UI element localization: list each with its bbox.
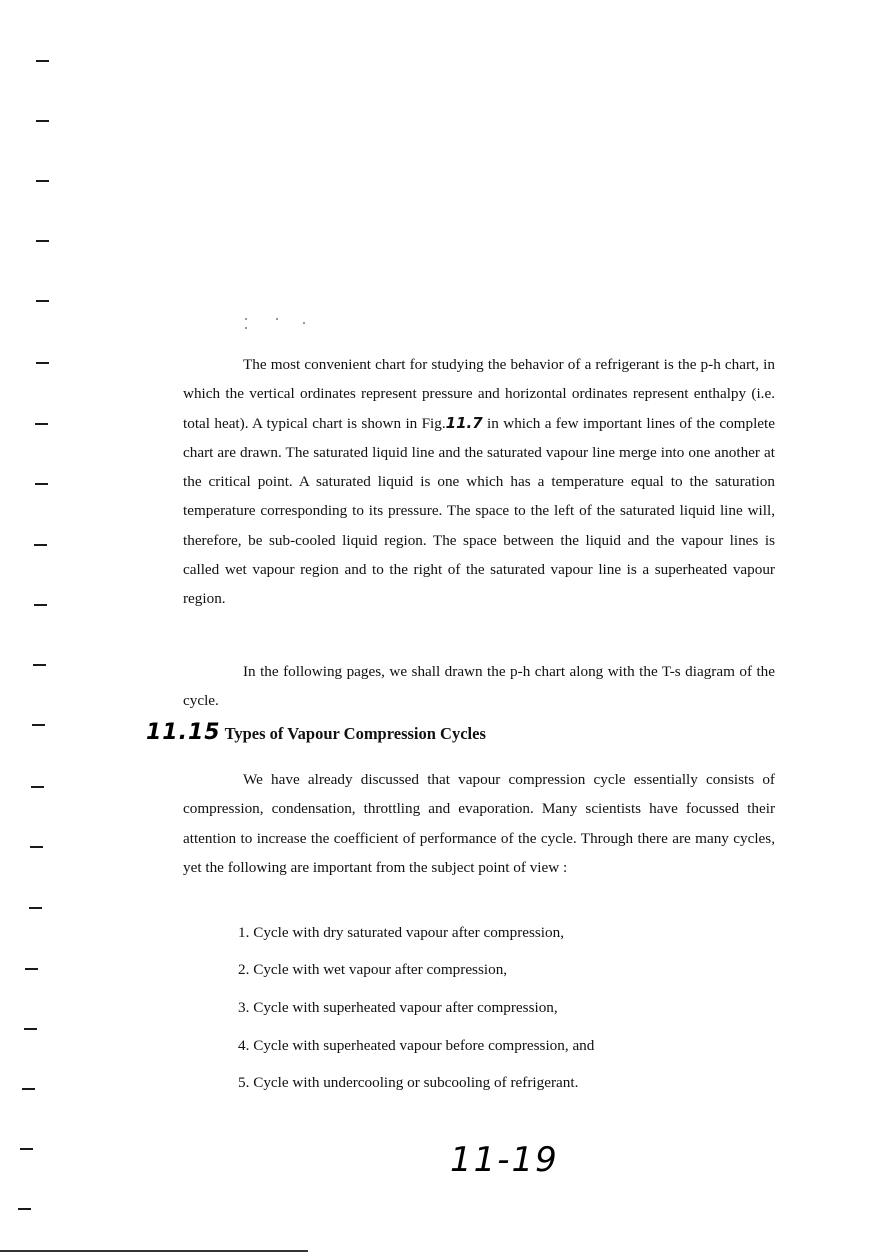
margin-dash [34, 604, 47, 606]
page-number: 11-19 [450, 1140, 559, 1180]
margin-dash [32, 724, 45, 726]
paragraph-following-pages: In the following pages, we shall drawn the p-h chart along with the T-s diagram of the cycle. [183, 663, 775, 710]
section-heading [146, 720, 486, 745]
margin-dash [31, 786, 44, 788]
margin-dash [20, 1148, 33, 1150]
margin-dash [30, 846, 43, 848]
section-title: Types of Vapour Compression Cycles [224, 724, 486, 743]
margin-dash [34, 544, 47, 546]
scan-speck [245, 318, 247, 320]
margin-dash [36, 120, 49, 122]
figure-reference: 11.7 [445, 413, 483, 432]
margin-dash [35, 483, 48, 485]
margin-dash [25, 968, 38, 970]
bottom-rule [0, 1250, 308, 1252]
list-item: 2. Cycle with wet vapour after compression, [238, 961, 508, 978]
margin-dash [36, 300, 49, 302]
scan-speck [276, 318, 278, 320]
list-item: 4. Cycle with superheated vapour before compression, and [238, 1037, 595, 1054]
margin-dash [18, 1208, 31, 1210]
paragraph-ph-chart: The most convenient chart for studying the behavior of a refrigerant is the p-h chart, in which the vertical ordinates represent pressure and horizontal ordinates represent enthalpy (i.e. total heat). A typical chart is shown in Fig.11.7 in which a few important lines of the complete chart are drawn. The saturated liquid line and the saturated vapour line merge into one another at the critical point. A saturated liquid is one which has a temperature equal to the saturation temperature corresponding to its pressure. The space to the left of the saturated liquid line will, therefore, be sub-cooled liquid region. The space between the liquid and the vapour lines is called wet vapour region and to the right of the saturated vapour line is a superheated vapour region. [183, 356, 775, 608]
list-item: 1. Cycle with dry saturated vapour after compression, [238, 924, 565, 941]
margin-dash [36, 180, 49, 182]
scan-speck [303, 322, 305, 324]
scan-speck [245, 327, 247, 329]
margin-dash [24, 1028, 37, 1030]
margin-dash [29, 907, 42, 909]
margin-dash [22, 1088, 35, 1090]
list-item: 3. Cycle with superheated vapour after compression, [238, 999, 558, 1016]
list-item: 5. Cycle with undercooling or subcooling of refrigerant. [238, 1074, 579, 1091]
section-number: 11.15 [146, 720, 221, 745]
margin-dash [36, 60, 49, 62]
paragraph-cycles-intro: We have already discussed that vapour compression cycle essentially consists of compression, condensation, throttling and evaporation. Many scientists have focussed their attention to increase the coefficient of performance of the cycle. Through there are many cycles, yet the following are important from the subject point of view : [183, 771, 775, 876]
margin-dash [36, 362, 49, 364]
margin-dash [36, 240, 49, 242]
margin-dash [33, 664, 46, 666]
margin-dash [35, 423, 48, 425]
